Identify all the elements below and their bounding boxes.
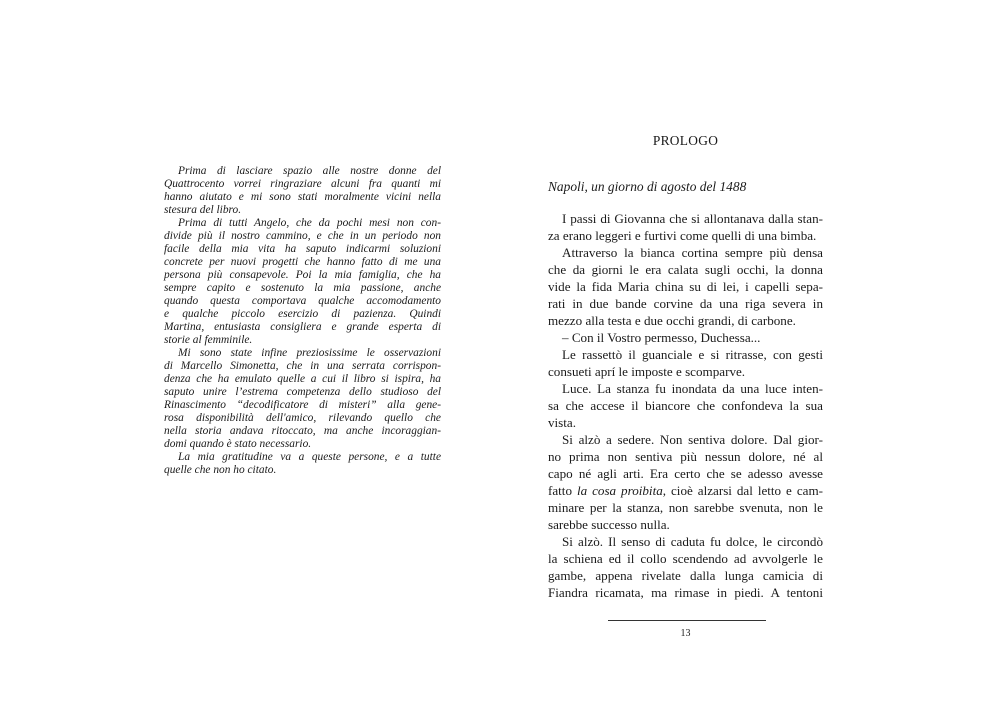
- left-page-text-line: concrete per nuovi progetti che hanno fatto di me una: [164, 256, 441, 268]
- right-page-text-line: mezzo alla testa e due occhi grandi, di carbone.: [548, 313, 796, 328]
- text-segment: fatto: [548, 483, 577, 498]
- left-page-acknowledgements: [164, 165, 441, 477]
- left-page-text-line: nella storia andava ritoccato, ma anche incoraggian-: [164, 425, 441, 437]
- left-page-text-line: storie al femminile.: [164, 334, 253, 346]
- right-page-text-line: che da giorni le era calata sugli occhi, la donna: [548, 262, 823, 277]
- left-page-text-line: hanno aiutato e mi sono stati moralmente vicini nella: [164, 191, 441, 203]
- left-page-text-line: e qualche piccolo esercizio di pazienza. Quindi: [164, 308, 441, 320]
- right-page-text-line: consueti aprí le imposte e scomparve.: [548, 364, 746, 379]
- right-page-text-line: sarebbe successo nulla.: [548, 517, 670, 532]
- left-page-text-line: Prima di lasciare spazio alle nostre donne del: [178, 165, 441, 177]
- left-page-text-line: sempre capito e sostenuto la mia passione, anche: [164, 282, 441, 294]
- left-page-text-line: La mia gratitudine va a queste persone, e a tutte: [178, 451, 441, 463]
- right-page-text-line: Si alzò a sedere. Non sentiva dolore. Dal gior-: [562, 432, 823, 447]
- right-page-text-line: vide la fida Maria china su di lei, i capelli sepa-: [548, 279, 823, 294]
- left-page-text-line: denza che ha emulato quelle a cui il libro si ispira, ha: [164, 373, 441, 385]
- footer-rule: [608, 620, 766, 621]
- left-page-text-line: Martina, entusiasta consigliera e grande esperta di: [164, 321, 441, 333]
- right-page-text-line: rati in due bande corvine da una riga severa in: [548, 296, 823, 311]
- chapter-title: PROLOGO: [652, 133, 719, 148]
- left-page-text-line: di Marcello Simonetta, che in una serrata corrispon-: [164, 360, 441, 372]
- right-page-text-line: Si alzò. Il senso di caduta fu dolce, le circondò: [562, 534, 823, 549]
- right-page-text-line: sa che accese il biancore che confondeva la sua: [548, 398, 823, 413]
- left-page-text-line: facile della mia vita ha saputo indicarmi soluzioni: [164, 243, 441, 255]
- left-page-text-line: domi quando è stato necessario.: [164, 438, 312, 450]
- right-page-text-line: minare per la stanza, non sarebbe svenuta, non le: [548, 500, 823, 515]
- left-page-text-line: quando questa comportava qualche accomodamento: [164, 295, 441, 307]
- left-page-text-line: stesura del libro.: [164, 204, 242, 216]
- right-page-text-line: Fiandra ricamata, ma rimase in piedi. A tentoni: [548, 585, 823, 600]
- right-page-text-line: la schiena ed il collo scendendo ad avvolgerle le: [548, 551, 823, 566]
- text-segment: , cioè alzarsi dal letto e cam-: [662, 483, 823, 498]
- right-page-text-line: vista.: [548, 415, 577, 430]
- page-number: 13: [680, 628, 691, 639]
- left-page-text-line: saputo unire l’estrema competenza dello studioso del: [164, 386, 441, 398]
- left-page-text-line: Prima di tutti Angelo, che da pochi mesi non con-: [178, 217, 441, 229]
- right-page-prologue-text: [548, 210, 823, 601]
- left-page-text-line: Mi sono state infine preziosissime le osservazioni: [178, 347, 441, 359]
- right-page-text-line: no prima non sentiva più nessun dolore, né al: [548, 449, 823, 464]
- right-page-text-line: [548, 482, 823, 499]
- left-page-text-line: rosa disponibilità dell'amico, rilevando quello che: [164, 412, 441, 424]
- left-page-text-line: divide più il nostro cammino, e che in un periodo non: [164, 230, 441, 242]
- italic-phrase: la cosa proibita: [576, 483, 663, 498]
- right-page-text-line: za erano leggeri e furtivi come quelli di una bimba.: [548, 228, 817, 243]
- right-page-text-line: gambe, appena rivelate dalla lunga camicia di: [548, 568, 823, 583]
- right-page-text-line: – Con il Vostro permesso, Duchessa...: [562, 330, 761, 345]
- right-page-text-line: Le rassettò il guanciale e si ritrasse, con gesti: [562, 347, 823, 362]
- left-page-text-line: quelle che non ho citato.: [164, 464, 277, 476]
- place-date-heading: Napoli, un giorno di agosto del 1488: [548, 179, 747, 194]
- right-page-text-line: I passi di Giovanna che si allontanava dalla stan-: [562, 211, 823, 226]
- right-page-text-line: Attraverso la bianca cortina sempre più densa: [562, 245, 823, 260]
- left-page-text-line: Rinascimento “decodificatore di misteri” alla gene-: [164, 399, 441, 411]
- right-page-text-line: Luce. La stanza fu inondata da una luce inten-: [562, 381, 823, 396]
- left-page-text-line: persona più consapevole. Poi la mia famiglia, che ha: [164, 269, 441, 281]
- left-page-text-line: Quattrocento vorrei ringraziare alcuni fra quanti mi: [164, 178, 441, 190]
- right-page-text-line: capo né agli arti. Era certo che se adesso avesse: [548, 466, 823, 481]
